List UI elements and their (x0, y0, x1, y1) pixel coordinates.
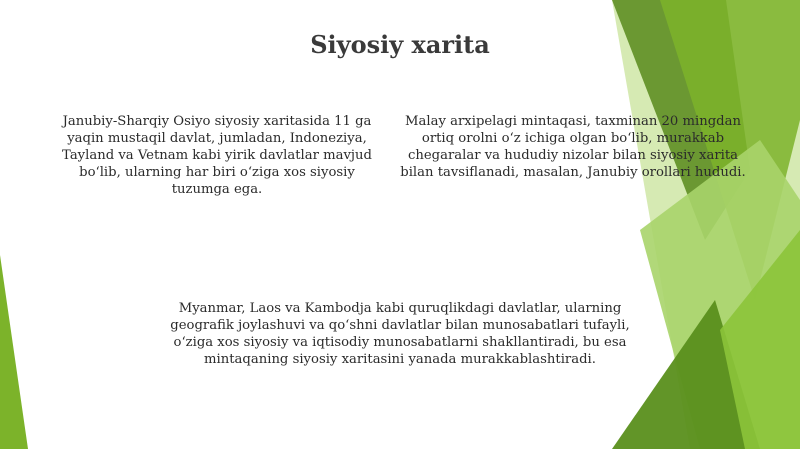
paragraph-political-overview: Janubiy-Sharqiy Osiyo siyosiy xaritasida 11 ga yaqin mustaqil davlat, jumladan, Indoneziya, Tayland va Vetnam kabi yirik davlatlar mavjud bo‘lib, ularning har biri o‘ziga xos siyosiy tuzumga ega. (62, 114, 372, 197)
paragraph-mainland-states: Myanmar, Laos va Kambodja kabi quruqlikdagi davlatlar, ularning geografik joylashuvi va qo‘shni davlatlar bilan munosabatlari tufayli, o‘ziga xos siyosiy va iqtisodiy munosabatlarni shakllantiradi, bu esa mintaqaning siyosiy xaritasini yanada murakkablashtiradi. (170, 301, 630, 367)
paragraph-malay-archipelago: Malay arxipelagi mintaqasi, taxminan 20 mingdan ortiq orolni o‘z ichiga olgan bo‘lib, murakkab chegaralar va hududiy nizolar bilan siyosiy xarita bilan tavsiflanadi, masalan, Janubiy orollari hududi. (400, 114, 746, 180)
slide-title: Siyosiy xarita (310, 30, 490, 59)
left-accent-shape (0, 255, 28, 449)
